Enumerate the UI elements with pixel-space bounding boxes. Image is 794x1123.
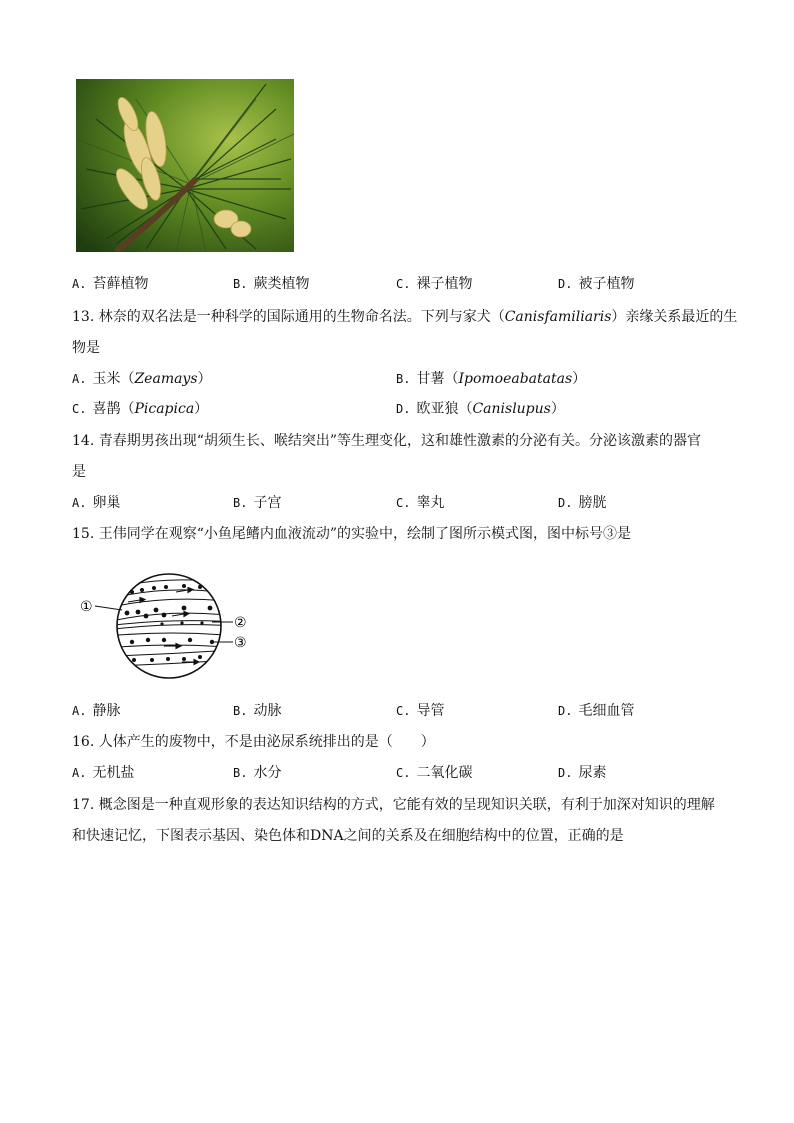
- q16-option-c[interactable]: C. 二氧化碳: [396, 765, 473, 781]
- q15-option-a[interactable]: A. 静脉: [72, 703, 121, 719]
- label-2: ②: [234, 615, 247, 631]
- q17-stem-line2: 和快速记忆，下图表示基因、染色体和DNA之间的关系及在细胞结构中的位置，正确的是: [72, 828, 624, 844]
- q12-option-a[interactable]: A. 苔藓植物: [72, 276, 149, 292]
- q13-option-b[interactable]: B. 甘薯（Ipomoeabatatas）: [396, 371, 587, 387]
- q12-option-c[interactable]: C. 裸子植物: [396, 276, 473, 292]
- q16-option-a[interactable]: A. 无机盐: [72, 765, 135, 781]
- q12-option-d[interactable]: D. 被子植物: [558, 276, 635, 292]
- q16-option-d[interactable]: D. 尿素: [558, 765, 607, 781]
- q14-option-b[interactable]: B. 子宫: [233, 495, 282, 511]
- q13-option-d[interactable]: D. 欧亚狼（Canislupus）: [396, 401, 565, 417]
- label-3: ③: [234, 635, 247, 651]
- q16-option-b[interactable]: B. 水分: [233, 765, 282, 781]
- q15-option-c[interactable]: C. 导管: [396, 703, 445, 719]
- q13-option-c[interactable]: C. 喜鹊（Picapica）: [72, 401, 209, 417]
- q14-stem-line2: 是: [72, 464, 86, 480]
- q14-option-d[interactable]: D. 膀胱: [558, 495, 607, 511]
- q16-stem-line1: 16. 人体产生的废物中，不是由泌尿系统排出的是（ ）: [72, 734, 435, 750]
- q14-option-a[interactable]: A. 卵巢: [72, 495, 121, 511]
- q15-option-b[interactable]: B. 动脉: [233, 703, 282, 719]
- q15-option-d[interactable]: D. 毛细血管: [558, 703, 635, 719]
- q14-stem-line1: 14. 青春期男孩出现“胡须生长、喉结突出”等生理变化，这和雄性激素的分泌有关。分泌该激素的器官: [72, 433, 702, 449]
- q13-stem-line2: 物是: [72, 340, 100, 356]
- blood-vessel-diagram: [72, 560, 262, 700]
- q12-option-b[interactable]: B. 蕨类植物: [233, 276, 310, 292]
- q14-option-c[interactable]: C. 睾丸: [396, 495, 445, 511]
- q15-stem-line1: 15. 王伟同学在观察“小鱼尾鳍内血液流动”的实验中，绘制了图所示模式图，图中标号③是: [72, 526, 632, 542]
- q13-stem-line1: 13. 林奈的双名法是一种科学的国际通用的生物命名法。下列与家犬（Canisfamiliaris）亲缘关系最近的生: [72, 309, 738, 325]
- q13-option-a[interactable]: A. 玉米（Zeamays）: [72, 371, 212, 387]
- pine-cone-photo: [76, 79, 294, 252]
- q17-stem-line1: 17. 概念图是一种直观形象的表达知识结构的方式，它能有效的呈现知识关联，有利于加深对知识的理解: [72, 797, 715, 813]
- label-1: ①: [80, 599, 93, 615]
